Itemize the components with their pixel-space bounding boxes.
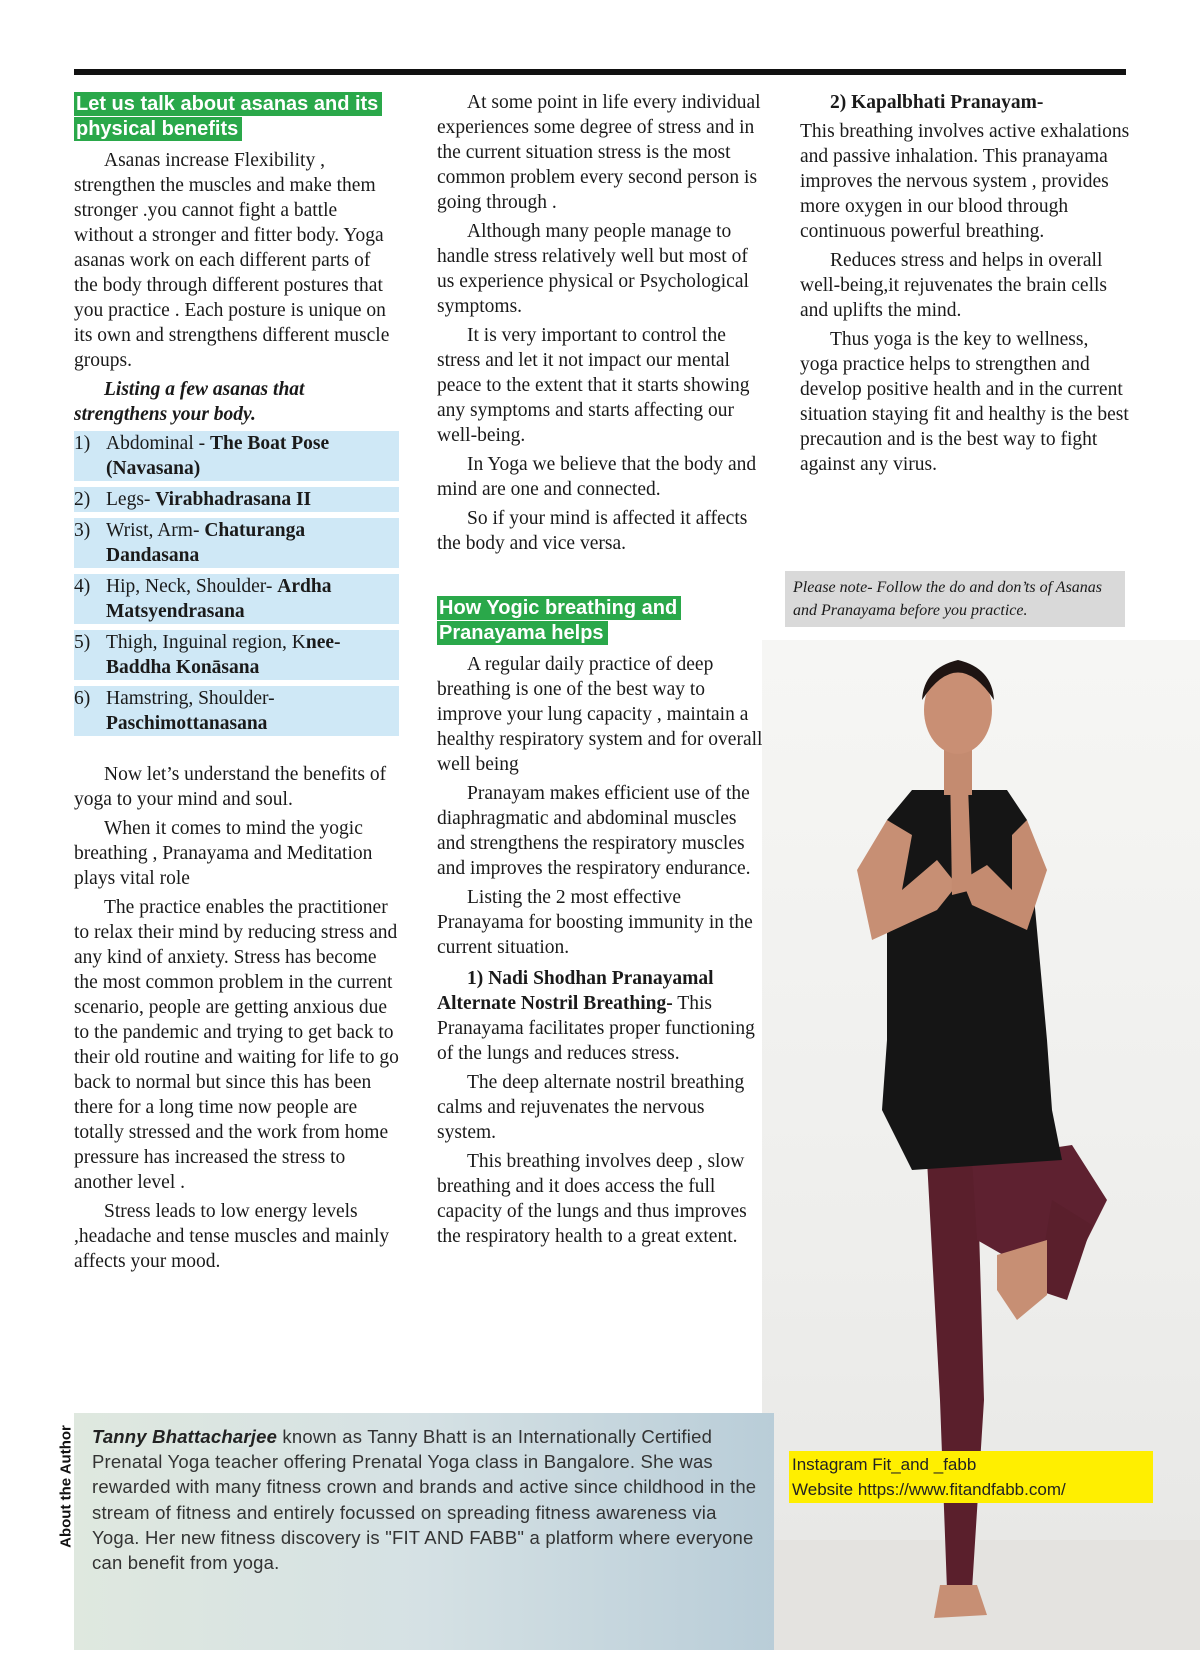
list-item bbox=[74, 431, 399, 481]
deep-slow-breathing-paragraph: This breathing involves deep , slow breathing and it does access the full capacity of the lungs and thus improves the respiratory health to a great extent. bbox=[437, 1151, 747, 1247]
pose-name: Virabhadrasana II bbox=[155, 489, 312, 510]
body-part: Thigh, Inguinal region, K bbox=[106, 632, 306, 653]
body-part: Hamstring, Shoulder- bbox=[106, 688, 275, 709]
heading-pranayama-text: How Yogic breathing and Pranayama helps bbox=[437, 596, 681, 645]
list-number: 3) bbox=[74, 520, 91, 541]
website-link[interactable]: Website https://www.fitandfabb.com/ bbox=[792, 1480, 1066, 1499]
mind-body-paragraph: In Yoga we believe that the body and mind are one and connected. bbox=[437, 454, 757, 500]
nadi-shodhan-paragraph bbox=[437, 966, 765, 1066]
body-part: Abdominal - bbox=[106, 433, 210, 454]
kapalbhati-title bbox=[800, 90, 1130, 115]
body-part: Hip, Neck, Shoulder- bbox=[106, 576, 278, 597]
section-heading-pranayama bbox=[437, 596, 765, 646]
stress-manage-paragraph: Although many people manage to handle stress relatively well but most of us experience physical or Psychological symptoms. bbox=[437, 221, 749, 317]
author-bio bbox=[92, 1424, 762, 1575]
about-author-label-text: About the Author bbox=[57, 1425, 75, 1548]
pose-name: The Boat Pose (Navasana) bbox=[106, 433, 330, 479]
vice-versa-paragraph: So if your mind is affected it affects the body and vice versa. bbox=[437, 508, 748, 554]
stress-effects-paragraph: Stress leads to low energy levels ,headache and tense muscles and mainly affects your mood. bbox=[74, 1201, 390, 1272]
author-bio-text: known as Tanny Bhatt is an Internationally Certified Prenatal Yoga teacher offering Prenatal Yoga class in Bangalore. She was rewarded with many fitness crown and brands and active since childhood in the stream of fitness and entirely focussed on spreading fitness awareness via Yoga. Her new fitness discovery is "FIT AND FABB" a platform where everyone can benefit from yoga. bbox=[92, 1426, 757, 1574]
section-heading-asanas bbox=[74, 92, 399, 142]
column-3 bbox=[800, 90, 1130, 481]
list-item bbox=[74, 574, 399, 624]
asanas-list-heading: Listing a few asanas that strengthens your body. bbox=[74, 379, 305, 425]
heading-asanas-text: Let us talk about asanas and its physical benefits bbox=[74, 92, 382, 141]
reduces-stress-paragraph: Reduces stress and helps in overall well-being,it rejuvenates the brain cells and uplifts the mind. bbox=[800, 250, 1108, 321]
alternate-nostril-paragraph: The deep alternate nostril breathing calms and rejuvenates the nervous system. bbox=[437, 1072, 745, 1143]
pranayam-paragraph: Pranayam makes efficient use of the diaphragmatic and abdominal muscles and strengthens the respiratory muscles and improves the respiratory endurance. bbox=[437, 783, 751, 879]
list-number: 1) bbox=[74, 433, 91, 454]
contact-box bbox=[789, 1451, 1153, 1503]
list-number: 5) bbox=[74, 632, 91, 653]
instagram-handle[interactable]: Instagram Fit_and _fabb bbox=[792, 1455, 977, 1474]
body-part: Legs- bbox=[106, 489, 156, 510]
list-item bbox=[74, 686, 399, 736]
asanas-list bbox=[74, 431, 399, 736]
column-2 bbox=[437, 90, 765, 1253]
list-item bbox=[74, 487, 399, 512]
asanas-intro-paragraph: Asanas increase Flexibility , strengthen the muscles and make them stronger .you cannot fight a battle without a stronger and fitter body. Yoga asanas work on each different parts of the body through different postures that you practice . Each posture is unique on its own and strengthens different muscle groups. bbox=[74, 150, 390, 371]
conclusion-paragraph: Thus yoga is the key to wellness, yoga practice helps to strengthen and develop positive health and in the current situation staying fit and healthy is the best precaution and is the best way to fight against any virus. bbox=[800, 329, 1129, 475]
kapalbhati-title-text: 2) Kapalbhati Pranayam- bbox=[830, 92, 1044, 113]
kapalbhati-paragraph: This breathing involves active exhalations and passive inhalation. This pranayama improves the nervous system , provides more oxygen in our blood through continuous powerful breathing. bbox=[800, 121, 1130, 242]
pose-name: Chaturanga Dandasana bbox=[106, 520, 306, 566]
stress-control-paragraph: It is very important to control the stress and let it not impact our mental peace to the extent that it starts showing any symptoms and starts affecting our well-being. bbox=[437, 325, 750, 446]
nadi-shodhan-text: This Pranayama facilitates proper functioning of the lungs and reduces stress. bbox=[437, 993, 755, 1064]
body-part: Wrist, Arm- bbox=[106, 520, 205, 541]
practice-paragraph: The practice enables the practitioner to relax their mind by reducing stress and any kind of anxiety. Stress has become the most common problem in the current scenario, people are getting anxious due to the pandemic and trying to get back to their old routine and waiting for life to go back to normal but since this has been there for a long time now people are totally stressed and the work from home pressure has increased the stress to another level . bbox=[74, 897, 399, 1193]
author-name: Tanny Bhattacharjee bbox=[92, 1426, 278, 1447]
pose-name: nee- Baddha Konāsana bbox=[106, 632, 341, 678]
list-item bbox=[74, 518, 399, 568]
pose-name: Ardha Matsyendrasana bbox=[106, 576, 332, 622]
list-number: 4) bbox=[74, 576, 91, 597]
stress-intro-paragraph: At some point in life every individual experiences some degree of stress and in the current situation stress is the most common problem every second person is going through . bbox=[437, 92, 761, 213]
pose-name: Paschimottanasana bbox=[106, 713, 268, 734]
top-rule bbox=[74, 69, 1126, 75]
listing-pranayama-paragraph: Listing the 2 most effective Pranayama for boosting immunity in the current situation. bbox=[437, 887, 753, 958]
deep-breathing-paragraph: A regular daily practice of deep breathing is one of the best way to improve your lung capacity , maintain a healthy respiratory system and for overall well being bbox=[437, 654, 763, 775]
list-number: 2) bbox=[74, 489, 91, 510]
column-1 bbox=[74, 92, 399, 1278]
practice-note: Please note- Follow the do and don’ts of Asanas and Pranayama before you practice. bbox=[785, 571, 1125, 627]
nadi-shodhan-title: 1) Nadi Shodhan Pranayama bbox=[467, 968, 709, 989]
list-item bbox=[74, 630, 399, 680]
breathing-paragraph: When it comes to mind the yogic breathing , Pranayama and Meditation plays vital role bbox=[74, 818, 373, 889]
nadi-shodhan-title-l: l Alternate Nostril Breathing- bbox=[437, 968, 714, 1014]
list-number: 6) bbox=[74, 688, 91, 709]
mind-soul-paragraph: Now let’s understand the benefits of yoga to your mind and soul. bbox=[74, 764, 387, 810]
